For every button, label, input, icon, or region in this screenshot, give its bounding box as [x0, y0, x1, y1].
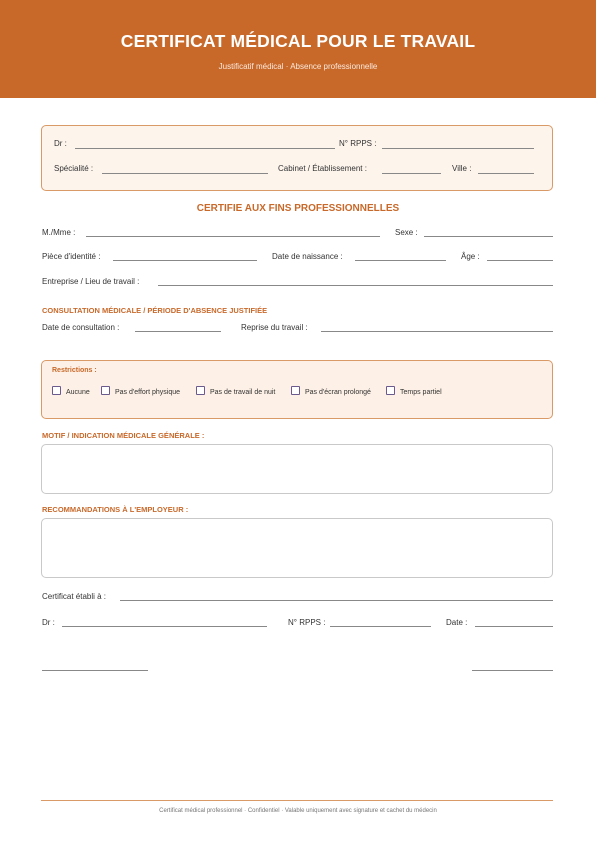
- doctor-name-label: Dr :: [54, 139, 67, 148]
- patient-name-field[interactable]: [86, 236, 380, 237]
- etabli-a-field[interactable]: [120, 600, 553, 601]
- checkbox[interactable]: [52, 386, 61, 395]
- entreprise-field[interactable]: [158, 285, 553, 286]
- restrictions-title: Restrictions :: [52, 367, 97, 374]
- ville-label: Ville :: [452, 164, 472, 173]
- date-consultation-field[interactable]: [135, 331, 221, 332]
- motif-textarea[interactable]: [41, 444, 553, 494]
- doctor-name-field[interactable]: [75, 148, 335, 149]
- age-field[interactable]: [487, 260, 553, 261]
- restriction-option-aucune[interactable]: Aucune: [52, 386, 90, 396]
- footer-text: Certificat médical professionnel · Confidentiel · Valable uniquement avec signature et cachet du médecin: [159, 808, 437, 814]
- recommandations-textarea[interactable]: [41, 518, 553, 578]
- restriction-option-effort-physique[interactable]: Pas d'effort physique: [101, 386, 180, 396]
- checkbox[interactable]: [101, 386, 110, 395]
- cabinet-field[interactable]: [382, 173, 441, 174]
- doctor-rpps-label: N° RPPS :: [339, 139, 377, 148]
- piece-identite-label: Pièce d'identité :: [42, 252, 101, 261]
- specialite-label: Spécialité :: [54, 164, 94, 173]
- motif-section-title: MOTIF / INDICATION MÉDICALE GÉNÉRALE :: [42, 431, 205, 440]
- doctor-info-box: [41, 125, 553, 191]
- signature-rpps-label: N° RPPS :: [288, 618, 326, 627]
- date-naissance-label: Date de naissance :: [272, 252, 343, 261]
- specialite-field[interactable]: [102, 173, 268, 174]
- restriction-option-temps-partiel[interactable]: Temps partiel: [386, 386, 442, 396]
- etabli-a-label: Certificat établi à :: [42, 592, 107, 601]
- reprise-travail-label: Reprise du travail :: [241, 323, 308, 332]
- restrictions-box: [41, 360, 553, 419]
- document-subtitle: Justificatif médical · Absence professionnelle: [218, 62, 378, 71]
- doctor-rpps-field[interactable]: [382, 148, 534, 149]
- date-consultation-label: Date de consultation :: [42, 323, 120, 332]
- certifie-title: CERTIFIE AUX FINS PROFESSIONNELLES: [196, 203, 400, 214]
- ville-field[interactable]: [478, 173, 534, 174]
- document-header: [0, 0, 596, 98]
- checkbox[interactable]: [386, 386, 395, 395]
- signature-rpps-field[interactable]: [330, 626, 431, 627]
- signature-date-label: Date :: [446, 618, 468, 627]
- patient-name-label: M./Mme :: [42, 228, 76, 237]
- restriction-option-ecran-prolonge[interactable]: Pas d'écran prolongé: [291, 386, 371, 396]
- signature-dr-field[interactable]: [62, 626, 267, 627]
- age-label: Âge :: [461, 252, 480, 261]
- checkbox[interactable]: [196, 386, 205, 395]
- stamp-line[interactable]: [472, 670, 553, 671]
- sexe-label: Sexe :: [395, 228, 418, 237]
- signature-date-field[interactable]: [475, 626, 553, 627]
- cabinet-label: Cabinet / Établissement :: [278, 164, 367, 173]
- entreprise-label: Entreprise / Lieu de travail :: [42, 277, 140, 286]
- consultation-section-title: CONSULTATION MÉDICALE / PÉRIODE D'ABSENCE JUSTIFIÉE: [42, 306, 268, 315]
- date-naissance-field[interactable]: [355, 260, 446, 261]
- footer-divider: [41, 800, 553, 801]
- restriction-option-travail-nuit[interactable]: Pas de travail de nuit: [196, 386, 275, 396]
- sexe-field[interactable]: [424, 236, 553, 237]
- signature-line[interactable]: [42, 670, 148, 671]
- reprise-travail-field[interactable]: [321, 331, 553, 332]
- recommandations-section-title: RECOMMANDATIONS À L'EMPLOYEUR :: [42, 505, 189, 514]
- document-title: CERTIFICAT MÉDICAL POUR LE TRAVAIL: [120, 31, 476, 51]
- signature-dr-label: Dr :: [42, 618, 55, 627]
- checkbox[interactable]: [291, 386, 300, 395]
- piece-identite-field[interactable]: [113, 260, 257, 261]
